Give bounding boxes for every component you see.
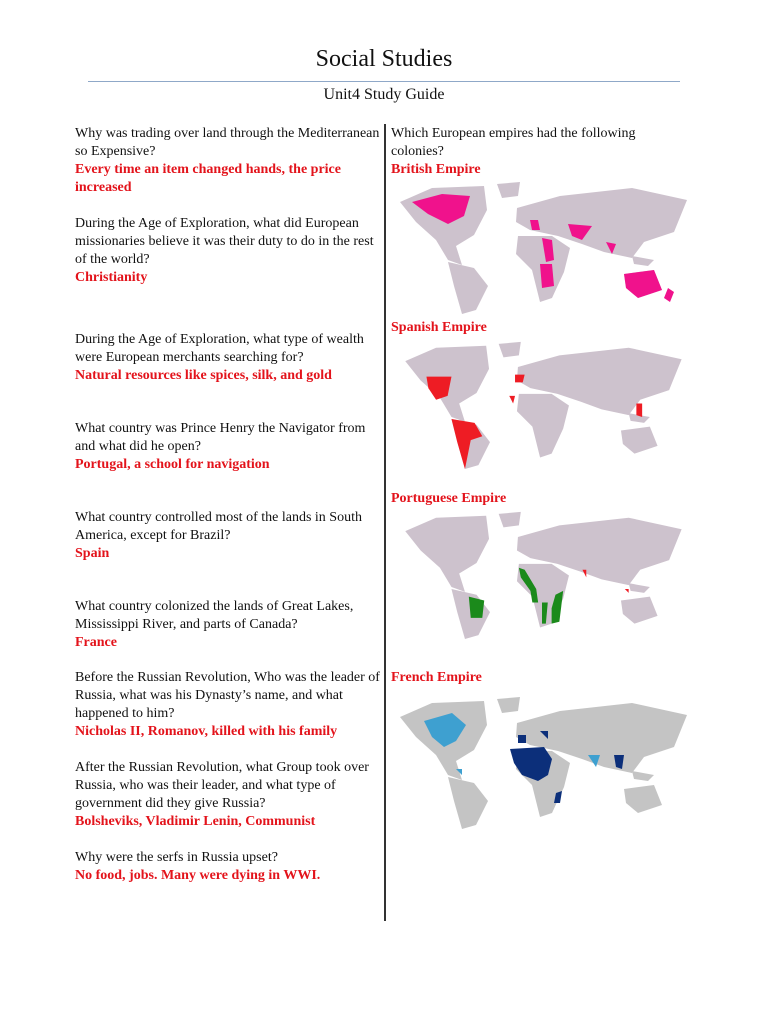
question-1 [75,125,380,197]
portuguese-empire-map [392,510,692,640]
question-5 [75,509,380,563]
question-text: Before the Russian Revolution, Who was the leader of Russia, what was his Dynasty’s name, and what happened to him? [75,670,380,721]
question-text: During the Age of Exploration, what type of wealth were European merchants searching for? [75,332,364,365]
question-text: After the Russian Revolution, what Group took over Russia, who was their leader, and what type of government did they give Russia? [75,760,369,811]
british-empire-map [392,180,692,315]
answer-text: No food, jobs. Many were dying in WWI. [75,868,321,883]
question-7 [75,669,380,741]
french-empire-label: French Empire [391,670,482,685]
page-subtitle: Unit4 Study Guide [323,86,445,103]
answer-text: Bolsheviks, Vladimir Lenin, Communist [75,814,316,829]
answer-text: Spain [75,546,110,561]
question-6 [75,598,380,652]
question-text: Why were the serfs in Russia upset? [75,850,278,865]
answer-text: Every time an item changed hands, the price increased [75,162,341,195]
question-8 [75,759,380,831]
question-2 [75,215,380,287]
empire-question: Which European empires had the following colonies? [391,126,636,159]
answer-text: Natural resources like spices, silk, and gold [75,368,332,383]
answer-text: France [75,635,117,650]
page-title: Social Studies [315,46,453,72]
question-4 [75,420,380,474]
question-text: During the Age of Exploration, what did European missionaries believe it was their duty to do in the rest of the world? [75,216,374,267]
answer-text: Portugal, a school for navigation [75,457,270,472]
question-text: What country was Prince Henry the Navigator from and what did he open? [75,421,366,454]
french-empire-map [392,690,692,835]
question-9 [75,849,380,885]
portuguese-empire-label: Portuguese Empire [391,491,507,506]
question-text: What country controlled most of the lands in South America, except for Brazil? [75,510,362,543]
answer-text: Christianity [75,270,148,285]
title-rule [88,81,680,82]
answer-text: Nicholas II, Romanov, killed with his family [75,724,338,739]
spanish-empire-map [392,340,692,470]
question-text: Why was trading over land through the Mediterranean so Expensive? [75,126,380,159]
column-divider [384,124,386,921]
british-empire-label: British Empire [391,162,481,177]
question-text: What country colonized the lands of Great Lakes, Mississippi River, and parts of Canada? [75,599,354,632]
spanish-empire-label: Spanish Empire [391,320,487,335]
question-3 [75,331,380,385]
